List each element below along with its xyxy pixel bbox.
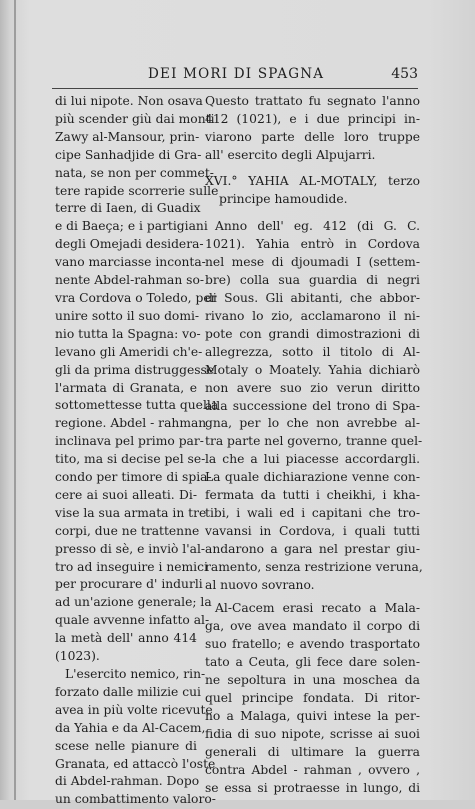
text-line: andarono a gara nel prestar giu- — [205, 541, 420, 556]
text-line: Questo trattato fu segnato l'anno — [205, 94, 420, 108]
text-line: tito, ma si decise pel se- — [55, 452, 206, 467]
text-line: tere rapide scorrerie sulle — [55, 183, 219, 198]
text-line: Anno dell' eg. 412 (di G. C. — [215, 219, 420, 234]
text-line: l'armata di Granata, e — [55, 380, 197, 395]
page-gutter-shadow — [14, 0, 16, 800]
text-line: inclinava pel primo par- — [55, 434, 204, 449]
text-line: la metà dell' anno 414 — [55, 631, 197, 646]
text-line: viarono parte delle loro truppe — [205, 129, 420, 144]
heading-line: principe hamoudide. — [219, 191, 348, 206]
text-line: ad un'azione generale; la — [55, 595, 212, 610]
text-line: bre) colla sua guardia di negri — [205, 273, 420, 288]
text-line: 1021). Yahia entrò in Cordova — [205, 237, 420, 252]
text-line: 412 (1021), e i due principi in- — [205, 111, 420, 126]
text-line: gna, per lo che non avrebbe al- — [205, 416, 420, 431]
text-line: avea in più volte ricevute — [55, 702, 213, 717]
heading-line: XVI.° YAHIA AL-MOTALY, terzo — [205, 173, 420, 188]
text-line: al nuovo sovrano. — [205, 577, 315, 592]
text-line: condo per timore di spia- — [55, 470, 212, 485]
page-number: 453 — [391, 66, 418, 82]
text-line: (1023). — [55, 649, 100, 664]
text-line: no a Malaga, quivi intese la per- — [205, 708, 420, 723]
text-line: cere ai suoi alleati. Di- — [55, 487, 197, 502]
text-line: pote con grandi dimostrazioni di — [205, 326, 420, 341]
text-line: vavansi in Cordova, i quali tutti — [205, 523, 420, 538]
text-line: contra Abdel - rahman , ovvero , — [205, 762, 420, 777]
text-line: nente Abdel-rahman so- — [55, 273, 205, 288]
text-line: generali di ultimare la guerra — [205, 744, 420, 759]
text-line: alla successione del trono di Spa- — [205, 398, 420, 413]
text-line: di lui nipote. Non osava — [55, 94, 203, 108]
right-column — [205, 93, 423, 797]
text-line: scese nelle pianure di — [55, 738, 197, 753]
text-line: ramento, senza restrizione veruna, — [205, 559, 423, 574]
text-line: Al-Cacem erasi recato a Mala- — [215, 601, 420, 616]
text-line: allegrezza, sotto il titolo di Al- — [205, 344, 420, 359]
text-line: corpi, due ne trattenne — [55, 523, 200, 538]
text-line: tro ad inseguire i nemici — [55, 559, 208, 574]
text-line: fermata da tutti i cheikhi, i kha- — [205, 488, 420, 503]
text-line: all' esercito degli Alpujarri. — [205, 147, 376, 162]
text-line: vise la sua armata in tre — [55, 505, 207, 520]
text-line: la che a lui piacesse accordargli. — [205, 452, 420, 467]
text-line: unire sotto il suo domi- — [55, 308, 200, 323]
text-line: quel principe fondata. Di ritor- — [205, 691, 420, 705]
text-line: La quale dichiarazione venne con- — [205, 470, 420, 485]
text-line: ga, ove avea mandato il corpo di — [205, 619, 420, 634]
text-line: per procurare d' indurli — [55, 577, 203, 592]
text-line: Motaly o Moately. Yahia dichiarò — [205, 362, 420, 377]
text-line: tato a Ceuta, gli fece dare solen- — [205, 655, 420, 670]
text-line: tibi, i wali ed i capitani che tro- — [205, 505, 420, 520]
text-line: più scender giù dai monti — [55, 111, 215, 126]
text-line: fidia di suo nipote, scrisse ai suoi — [205, 726, 420, 741]
running-title: DEI MORI DI SPAGNA — [148, 66, 325, 82]
text-line: nel mese di djoumadi I (settem- — [205, 255, 420, 270]
text-line: rivano lo zio, acclamarono il ni- — [205, 308, 420, 323]
header-rule — [52, 88, 418, 89]
page-header — [118, 66, 418, 86]
text-line: tra parte nel governo, tranne quel- — [205, 434, 423, 449]
text-line: sottomettesse tutta quella — [55, 398, 219, 413]
text-line: L'esercito nemico, rin- — [65, 667, 206, 681]
text-line: nio tutta la Spagna: vo- — [55, 326, 201, 341]
text-line: forzato dalle milizie cui — [55, 684, 201, 699]
text-line: se essa si protraesse in lungo, di — [205, 780, 420, 795]
text-line: cipe Sanhadjide di Gra- — [55, 147, 202, 162]
text-line: quale avvenne infatto al- — [55, 613, 210, 628]
text-line: regione. Abdel - rahman — [55, 416, 207, 431]
text-line: di Sous. Gli abitanti, che abbor- — [205, 291, 420, 306]
text-line: terre di Iaen, di Guadix — [55, 201, 201, 216]
section-heading — [205, 173, 420, 209]
text-line: degli Omejadi desidera- — [55, 237, 204, 252]
text-line: presso di sè, e inviò l'al- — [55, 541, 206, 556]
text-line: un combattimento valoro- — [55, 792, 216, 807]
text-line: Granata, ed attaccò l'oste — [55, 756, 216, 771]
left-column — [55, 93, 219, 809]
text-line: Zawy al-Mansour, prin- — [55, 129, 200, 144]
text-line: di Abdel-rahman. Dopo — [55, 774, 200, 789]
text-line: vra Cordova o Toledo, per — [55, 290, 217, 305]
text-line: e di Baeça; e i partigiani — [55, 219, 208, 234]
text-line: suo fratello; e avendo trasportato — [205, 637, 420, 652]
text-line: non avere suo zio verun diritto — [205, 380, 420, 395]
text-line: levano gli Ameridi ch'e- — [55, 344, 203, 359]
text-line: nata, se non per commet- — [55, 165, 214, 180]
text-line: da Yahia e da Al-Cacem, — [55, 720, 206, 735]
text-line: ne sepoltura in una moschea da — [205, 673, 420, 688]
text-line: vano marciasse inconta- — [55, 255, 206, 270]
text-line: gli da prima distruggesse — [55, 362, 215, 377]
